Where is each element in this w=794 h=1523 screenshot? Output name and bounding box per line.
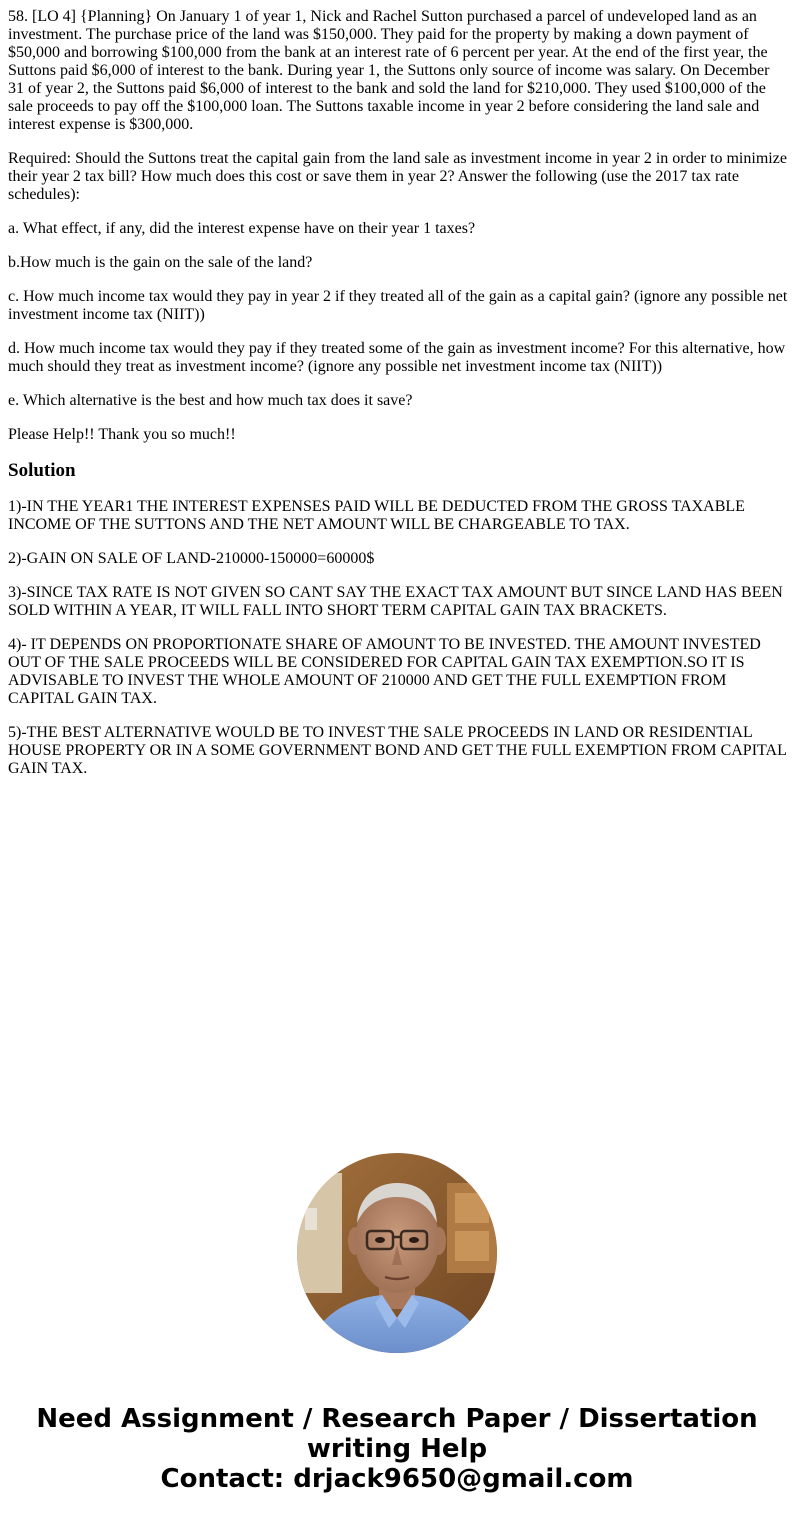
question-part-a: a. What effect, if any, did the interest expense have on their year 1 taxes? bbox=[8, 220, 476, 237]
footer-banner bbox=[0, 1404, 794, 1494]
question-part-d: d. How much income tax would they pay if they treated some of the gain as investment income? For this alternative, how much should they treat as investment income? (ignore any possible net investment income tax (NIIT)) bbox=[8, 340, 786, 375]
solution-answer-1: 1)-IN THE YEAR1 THE INTEREST EXPENSES PAID WILL BE DEDUCTED FROM THE GROSS TAXABLE INCOME OF THE SUTTONS AND THE NET AMOUNT WILL BE CHARGEABLE TO TAX. bbox=[8, 498, 745, 533]
solution-answer-4: 4)- IT DEPENDS ON PROPORTIONATE SHARE OF AMOUNT TO BE INVESTED. THE AMOUNT INVESTED OUT OF THE SALE PROCEEDS WILL BE CONSIDERED FOR CAPITAL GAIN TAX EXEMPTION.SO IT IS ADVISABLE TO INVEST THE WHOLE AMOUNT OF 210000 AND GET THE FULL EXEMPTION FROM CAPITAL GAIN TAX. bbox=[8, 636, 761, 707]
question-plea: Please Help!! Thank you so much!! bbox=[8, 426, 236, 443]
footer-contact-line: Contact: drjack9650@gmail.com bbox=[160, 1464, 634, 1494]
avatar-portrait-image bbox=[297, 1153, 497, 1353]
author-avatar bbox=[297, 1153, 497, 1353]
question-part-b: b.How much is the gain on the sale of the land? bbox=[8, 254, 313, 271]
solution-answer-3: 3)-SINCE TAX RATE IS NOT GIVEN SO CANT SAY THE EXACT TAX AMOUNT BUT SINCE LAND HAS BEEN SOLD WITHIN A YEAR, IT WILL FALL INTO SHORT TERM CAPITAL GAIN TAX BRACKETS. bbox=[8, 584, 783, 619]
footer-line-2: writing Help bbox=[306, 1434, 488, 1464]
question-part-e: e. Which alternative is the best and how much tax does it save? bbox=[8, 392, 413, 409]
document-body bbox=[8, 8, 788, 794]
solution-answer-5: 5)-THE BEST ALTERNATIVE WOULD BE TO INVEST THE SALE PROCEEDS IN LAND OR RESIDENTIAL HOUSE PROPERTY OR IN A SOME GOVERNMENT BOND AND GET THE FULL EXEMPTION FROM CAPITAL GAIN TAX. bbox=[8, 724, 787, 777]
footer-line-1: Need Assignment / Research Paper / Dissertation bbox=[36, 1404, 758, 1434]
question-intro: 58. [LO 4] {Planning} On January 1 of year 1, Nick and Rachel Sutton purchased a parcel of undeveloped land as an investment. The purchase price of the land was $150,000. They paid for the property by making a down payment of $50,000 and borrowing $100,000 from the bank at an interest rate of 6 percent per year. At the end of the first year, the Suttons paid $6,000 of interest to the bank. During year 1, the Suttons only source of income was salary. On December 31 of year 2, the Suttons paid $6,000 of interest to the bank and sold the land for $210,000. They used $100,000 of the sale proceeds to pay off the $100,000 loan. The Suttons taxable income in year 2 before considering the land sale and interest expense is $300,000. bbox=[8, 8, 770, 133]
solution-heading: Solution bbox=[8, 460, 76, 481]
question-part-c: c. How much income tax would they pay in year 2 if they treated all of the gain as a capital gain? (ignore any possible net investment income tax (NIIT)) bbox=[8, 288, 788, 323]
question-required: Required: Should the Suttons treat the capital gain from the land sale as investment income in year 2 in order to minimize their year 2 tax bill? How much does this cost or save them in year 2? Answer the following (use the 2017 tax rate schedules): bbox=[8, 150, 787, 203]
solution-answer-2: 2)-GAIN ON SALE OF LAND-210000-150000=60000$ bbox=[8, 550, 375, 567]
